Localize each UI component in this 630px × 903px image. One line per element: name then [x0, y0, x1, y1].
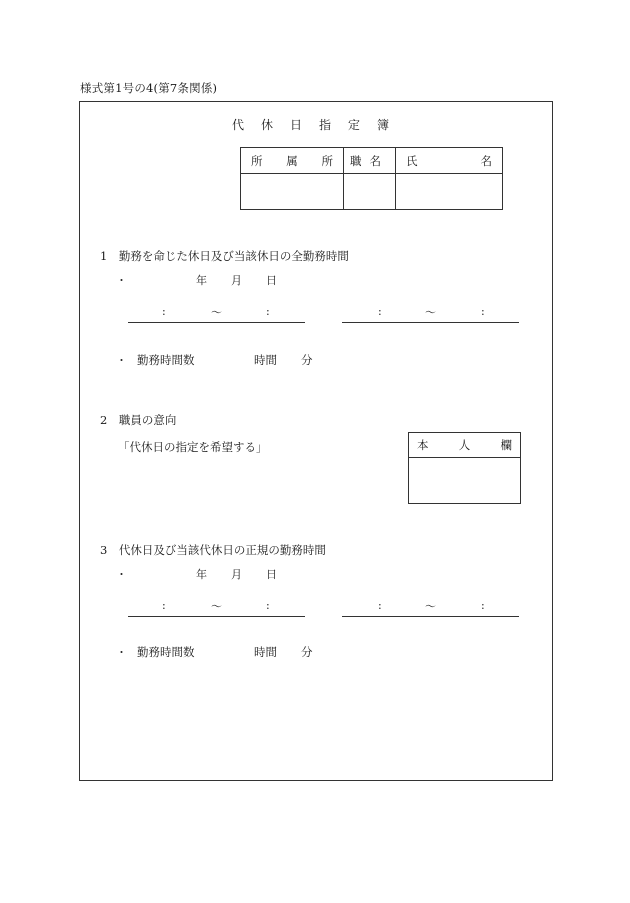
name-header: [396, 148, 503, 174]
affiliation-header: 所属所: [241, 148, 344, 174]
time-colon: :: [266, 305, 270, 318]
time-colon: :: [481, 599, 485, 612]
time-colon: :: [162, 305, 166, 318]
form-code: 様式第1号の4(第7条関係): [80, 81, 218, 95]
year-label: 年: [196, 274, 207, 287]
hour-unit: 時間: [254, 353, 277, 367]
time-range-line-start[interactable]: [128, 616, 305, 617]
section3-heading: 3 代休日及び当該代休日の正規の勤務時間: [100, 543, 326, 557]
time-range-line-end[interactable]: [342, 616, 519, 617]
section1-date-bullet: ・: [116, 274, 127, 287]
section3-hours-label: 勤務時間数: [137, 645, 195, 659]
section3-date-row: [0, 566, 630, 582]
request-text: 「代休日の指定を希望する」: [118, 440, 268, 454]
person-box-header: [409, 433, 520, 458]
page-title: 代休日指定簿: [231, 118, 406, 132]
month-label: 月: [231, 568, 242, 581]
section1-date-row: [0, 272, 630, 288]
hour-unit: 時間: [254, 645, 277, 659]
year-label: 年: [196, 568, 207, 581]
time-colon: :: [162, 599, 166, 612]
person-box-label-1: 本: [417, 438, 429, 452]
post-field[interactable]: [344, 174, 396, 210]
time-colon: :: [266, 599, 270, 612]
section3-hours-bullet: ・: [116, 646, 127, 659]
name-header-label-1: 氏: [406, 153, 418, 168]
person-box-label-3: 欄: [500, 438, 512, 452]
post-header: 職名: [344, 148, 396, 174]
time-colon: :: [378, 305, 382, 318]
person-box-label-2: 人: [458, 438, 471, 452]
time-colon: :: [481, 305, 485, 318]
time-tilde: 〜: [425, 600, 436, 613]
time-colon: :: [378, 599, 382, 612]
time-range-line-end[interactable]: [342, 322, 519, 323]
signature-table: [240, 147, 503, 210]
time-range-line-start[interactable]: [128, 322, 305, 323]
month-label: 月: [231, 274, 242, 287]
name-field[interactable]: [396, 174, 503, 210]
day-label: 日: [266, 274, 277, 287]
time-tilde: 〜: [211, 306, 222, 319]
section2-heading: 2 職員の意向: [100, 413, 177, 427]
section1-hours-bullet: ・: [116, 354, 127, 367]
day-label: 日: [266, 568, 277, 581]
section1-hours-label: 勤務時間数: [137, 353, 195, 367]
time-tilde: 〜: [425, 306, 436, 319]
name-header-label-2: 名: [480, 153, 492, 168]
minute-unit: 分: [301, 645, 313, 659]
time-tilde: 〜: [211, 600, 222, 613]
minute-unit: 分: [301, 353, 313, 367]
person-signature-box[interactable]: [408, 432, 521, 504]
section1-heading: 1 勤務を命じた休日及び当該休日の全勤務時間: [100, 249, 349, 263]
section3-date-bullet: ・: [116, 568, 127, 581]
affiliation-field[interactable]: [241, 174, 344, 210]
